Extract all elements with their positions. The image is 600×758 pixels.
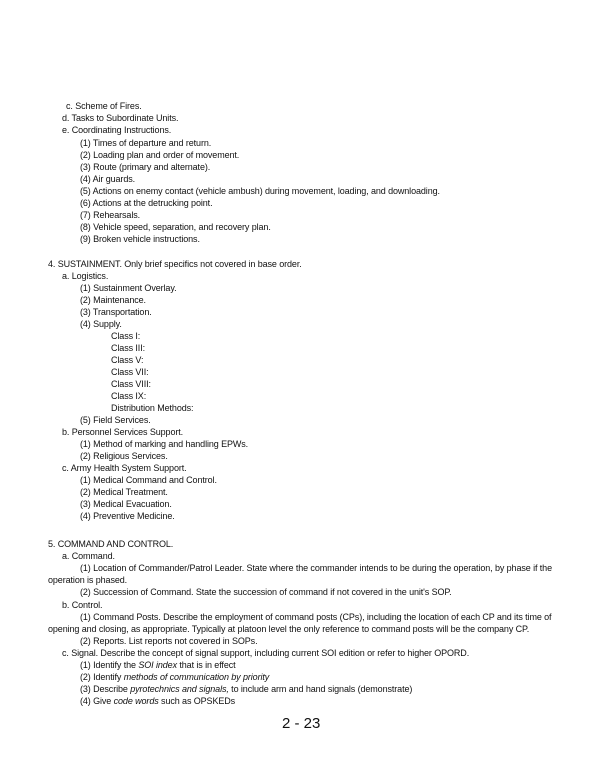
list-item: (2) Maintenance. [80, 295, 146, 305]
emphasis: SOI index [138, 660, 177, 670]
para-3c-scheme-of-fires: c. Scheme of Fires. [66, 101, 142, 111]
section-4-heading: 4. SUSTAINMENT. Only brief specifics not covered in base order. [48, 259, 302, 269]
para-4a-logistics: a. Logistics. [62, 271, 109, 281]
list-item: (8) Vehicle speed, separation, and recovery plan. [80, 222, 271, 232]
para-5c-signal: c. Signal. Describe the concept of signal support, including current SOI edition or refer to higher OPORD. [62, 648, 470, 658]
para-5b1-line2: opening and closing, as appropriate. Typically at platoon level the only reference to command posts will be the company CP. [48, 624, 530, 634]
supply-class: Class I: [111, 331, 141, 341]
para-5b2: (2) Reports. List reports not covered in SOPs. [80, 636, 258, 646]
supply-class: Class VIII: [111, 379, 151, 389]
list-item: (3) Transportation. [80, 307, 152, 317]
para-3e-coordinating: e. Coordinating Instructions. [62, 125, 172, 135]
para-5c2: (2) Identify methods of communication by priority [80, 672, 270, 682]
para-5c1: (1) Identify the SOI index that is in effect [80, 660, 236, 670]
para-3d-tasks: d. Tasks to Subordinate Units. [62, 113, 179, 123]
para-5a2: (2) Succession of Command. State the succession of command if not covered in the unit's SOP. [80, 587, 452, 597]
supply-distribution: Distribution Methods: [111, 403, 194, 413]
list-item: (3) Route (primary and alternate). [80, 162, 211, 172]
para-4c-health: c. Army Health System Support. [62, 463, 187, 473]
para-4b-personnel: b. Personnel Services Support. [62, 427, 184, 437]
list-item: (9) Broken vehicle instructions. [80, 234, 200, 244]
list-item: (4) Air guards. [80, 174, 136, 184]
emphasis: methods of communication by priority [123, 672, 270, 682]
supply-class: Class IX: [111, 391, 147, 401]
para-5b1-line1: (1) Command Posts. Describe the employment of command posts (CPs), including the location of each CP and its time of [80, 612, 552, 622]
para-5a1-line1: (1) Location of Commander/Patrol Leader. State where the commander intends to be during the operation, by phase if the [80, 563, 552, 573]
list-item: (1) Method of marking and handling EPWs. [80, 439, 249, 449]
para-5c4: (4) Give code words such as OPSKEDs [80, 696, 236, 706]
para-5c3: (3) Describe pyrotechnics and signals, to include arm and hand signals (demonstrate) [80, 684, 413, 694]
list-item: (4) Supply. [80, 319, 122, 329]
list-item: (1) Medical Command and Control. [80, 475, 217, 485]
list-item: (3) Medical Evacuation. [80, 499, 172, 509]
supply-class: Class V: [111, 355, 144, 365]
emphasis: pyrotechnics and signals, [130, 684, 229, 694]
list-item: (1) Times of departure and return. [80, 138, 212, 148]
list-item: (6) Actions at the detrucking point. [80, 198, 213, 208]
list-item: (5) Field Services. [80, 415, 151, 425]
list-item: (2) Religious Services. [80, 451, 168, 461]
para-5a-command: a. Command. [62, 551, 115, 561]
emphasis: code words [113, 696, 159, 706]
supply-class: Class III: [111, 343, 146, 353]
list-item: (5) Actions on enemy contact (vehicle ambush) during movement, loading, and downloading. [80, 186, 440, 196]
supply-class: Class VII: [111, 367, 149, 377]
list-item: (2) Medical Treatment. [80, 487, 168, 497]
list-item: (1) Sustainment Overlay. [80, 283, 177, 293]
list-item: (2) Loading plan and order of movement. [80, 150, 240, 160]
section-5-heading: 5. COMMAND AND CONTROL. [48, 539, 174, 549]
page-number: 2 - 23 [282, 715, 321, 732]
para-5a1-line2: operation is phased. [48, 575, 128, 585]
list-item: (7) Rehearsals. [80, 210, 141, 220]
list-item: (4) Preventive Medicine. [80, 511, 175, 521]
para-5b-control: b. Control. [62, 600, 103, 610]
